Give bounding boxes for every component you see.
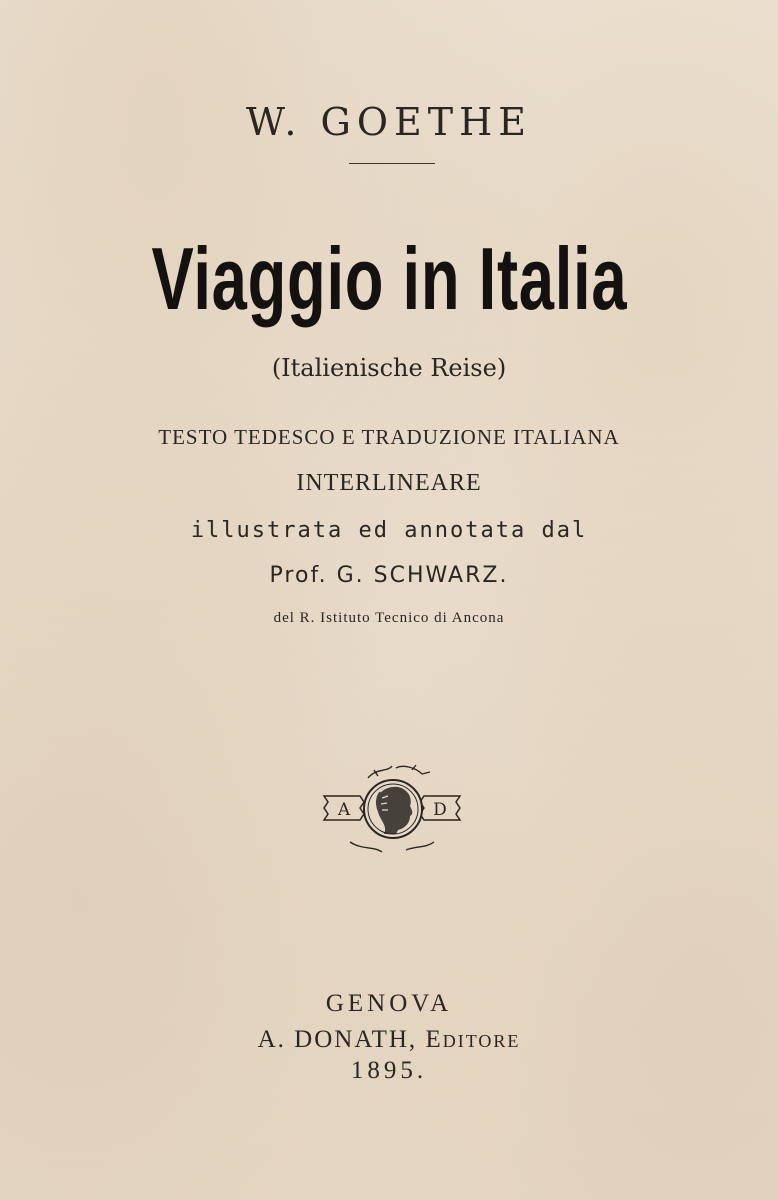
description-line-2: INTERLINEARE (296, 470, 482, 496)
imprint-year: 1895. (350, 1057, 428, 1084)
description-line-1: TESTO TEDESCO E TRADUZIONE ITALIANA (158, 425, 620, 449)
author-name: W. GOETHE (245, 100, 533, 144)
monogram-letter-d: D (433, 800, 447, 820)
book-title-text: Viaggio in Italia (151, 229, 627, 328)
editor-name: Prof. G. SCHWARZ. (269, 563, 509, 588)
divider-rule (349, 163, 435, 164)
editor-affiliation: del R. Istituto Tecnico di Ancona (273, 610, 505, 626)
book-title (0, 228, 778, 330)
imprint-publisher (0, 1026, 778, 1054)
publisher-monogram-emblem-icon (318, 762, 468, 856)
book-subtitle: (Italienische Reise) (271, 354, 507, 382)
publisher-name: A. DONATH, (257, 1026, 418, 1053)
imprint-city: GENOVA (325, 990, 453, 1017)
description-line-3: illustrata ed annotata dal (190, 518, 588, 543)
monogram-letter-a: A (337, 800, 351, 820)
publisher-role: Editore (425, 1026, 521, 1053)
